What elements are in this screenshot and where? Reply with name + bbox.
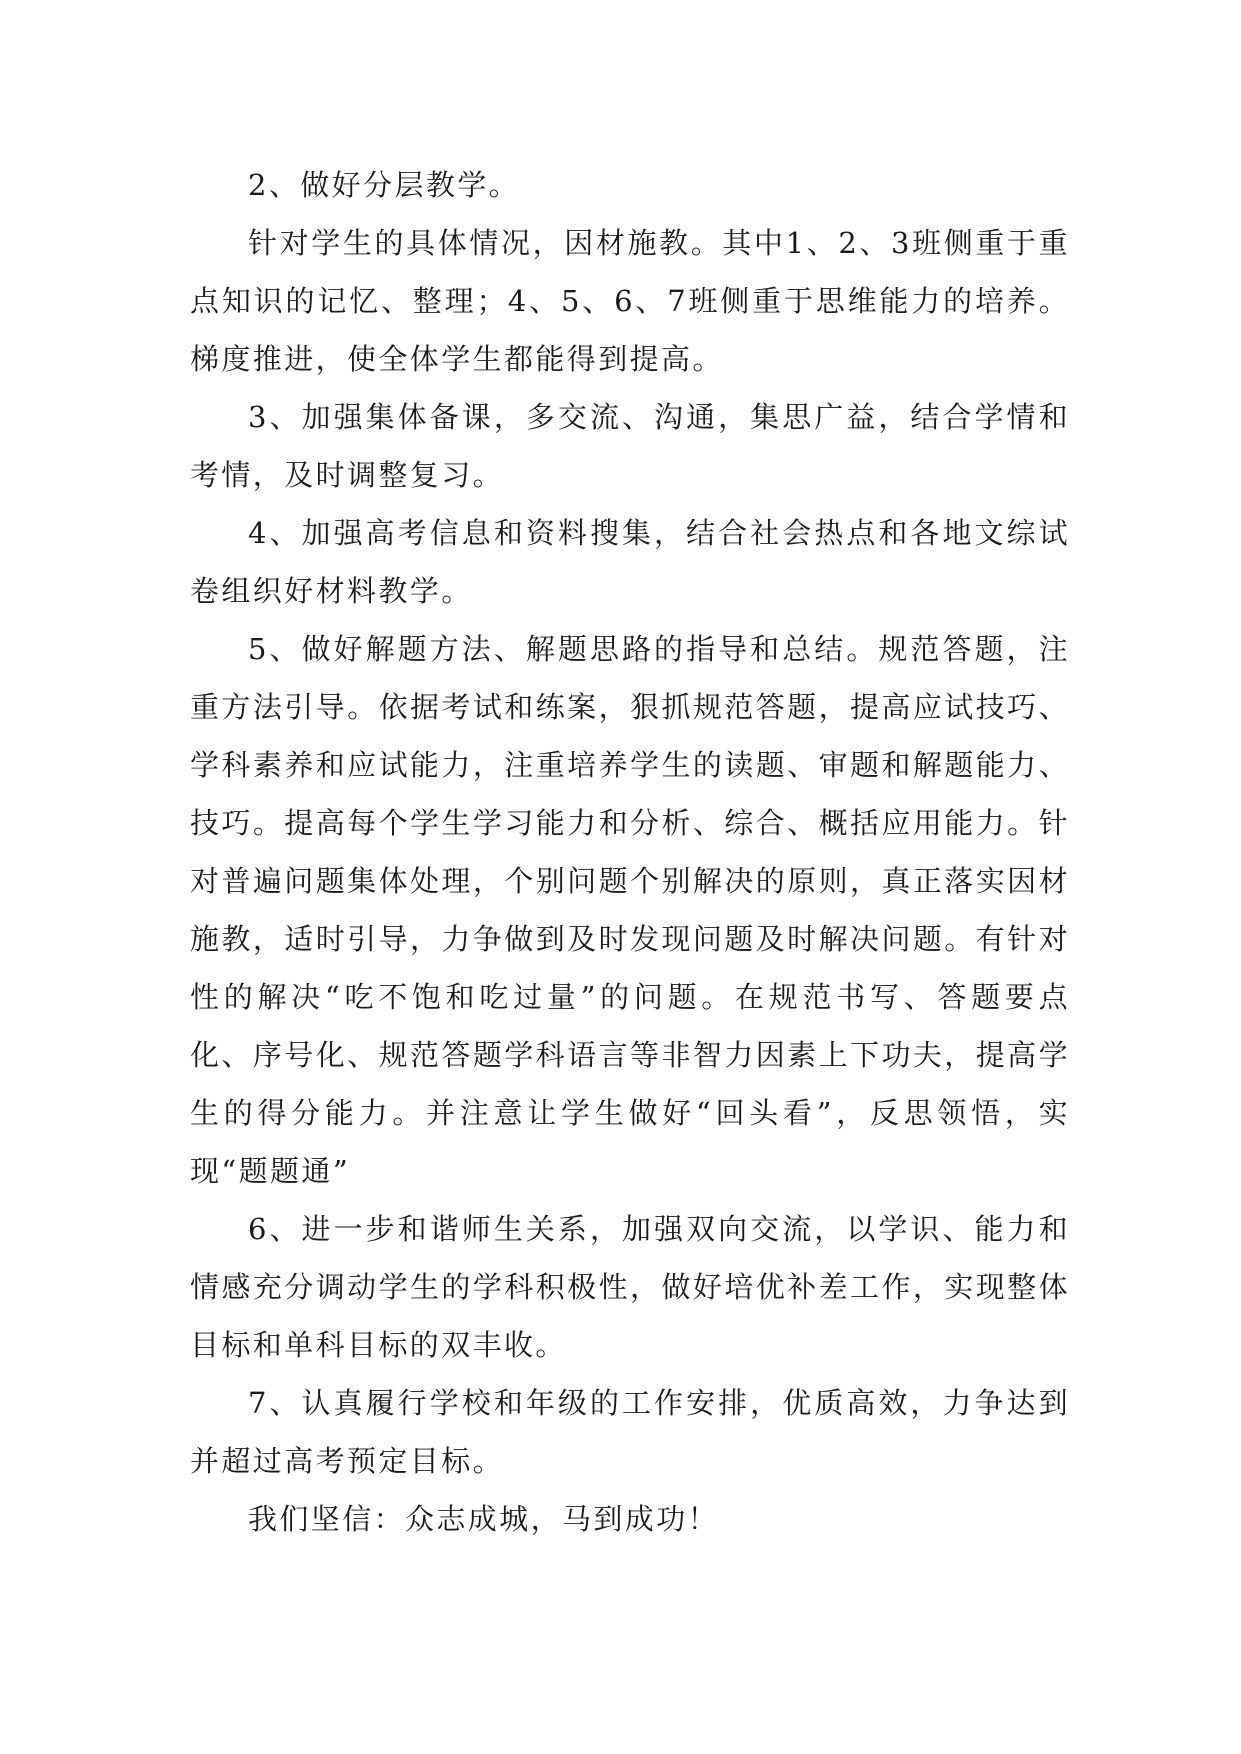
paragraph-problem-solving: 5、做好解题方法、解题思路的指导和总结。规范答题，注重方法引导。依据考试和练案，狠抓规范答题，提高应试技巧、学科素养和应试能力，注重培养学生的读题、审题和解题能力、技巧。提高每个学生学习能力和分析、综合、概括应用能力。针对普遍问题集体处理，个别问题个别解决的原则，真正落实因材施教，适时引导，力争做到及时发现问题及时解决问题。有针对性的解决“吃不饱和吃过量”的问题。在规范书写、答题要点化、序号化、规范答题学科语言等非智力因素上下功夫，提高学生的得分能力。并注意让学生做好“回头看”，反思领悟，实现“题题通” — [190, 632, 1070, 1188]
paragraph-layered-teaching: 针对学生的具体情况，因材施教。其中1、2、3班侧重于重点知识的记忆、整理；4、5、6、7班侧重于思维能力的培养。梯度推进，使全体学生都能得到提高。 — [190, 226, 1070, 376]
paragraph-work-arrangement: 7、认真履行学校和年级的工作安排，优质高效，力争达到并超过高考预定目标。 — [190, 1386, 1070, 1478]
paragraph-teacher-student: 6、进一步和谐师生关系，加强双向交流，以学识、能力和情感充分调动学生的学科积极性，做好培优补差工作，实现整体目标和单科目标的双丰收。 — [190, 1212, 1070, 1362]
paragraph-closing: 我们坚信：众志成城，马到成功！ — [248, 1502, 720, 1536]
paragraph-heading-2: 2、做好分层教学。 — [248, 168, 521, 202]
document-body — [190, 156, 1070, 1548]
paragraph-info-collection: 4、加强高考信息和资料搜集，结合社会热点和各地文综试卷组织好材料教学。 — [190, 516, 1070, 608]
paragraph-collective-prep: 3、加强集体备课，多交流、沟通，集思广益，结合学情和考情，及时调整复习。 — [190, 400, 1070, 492]
